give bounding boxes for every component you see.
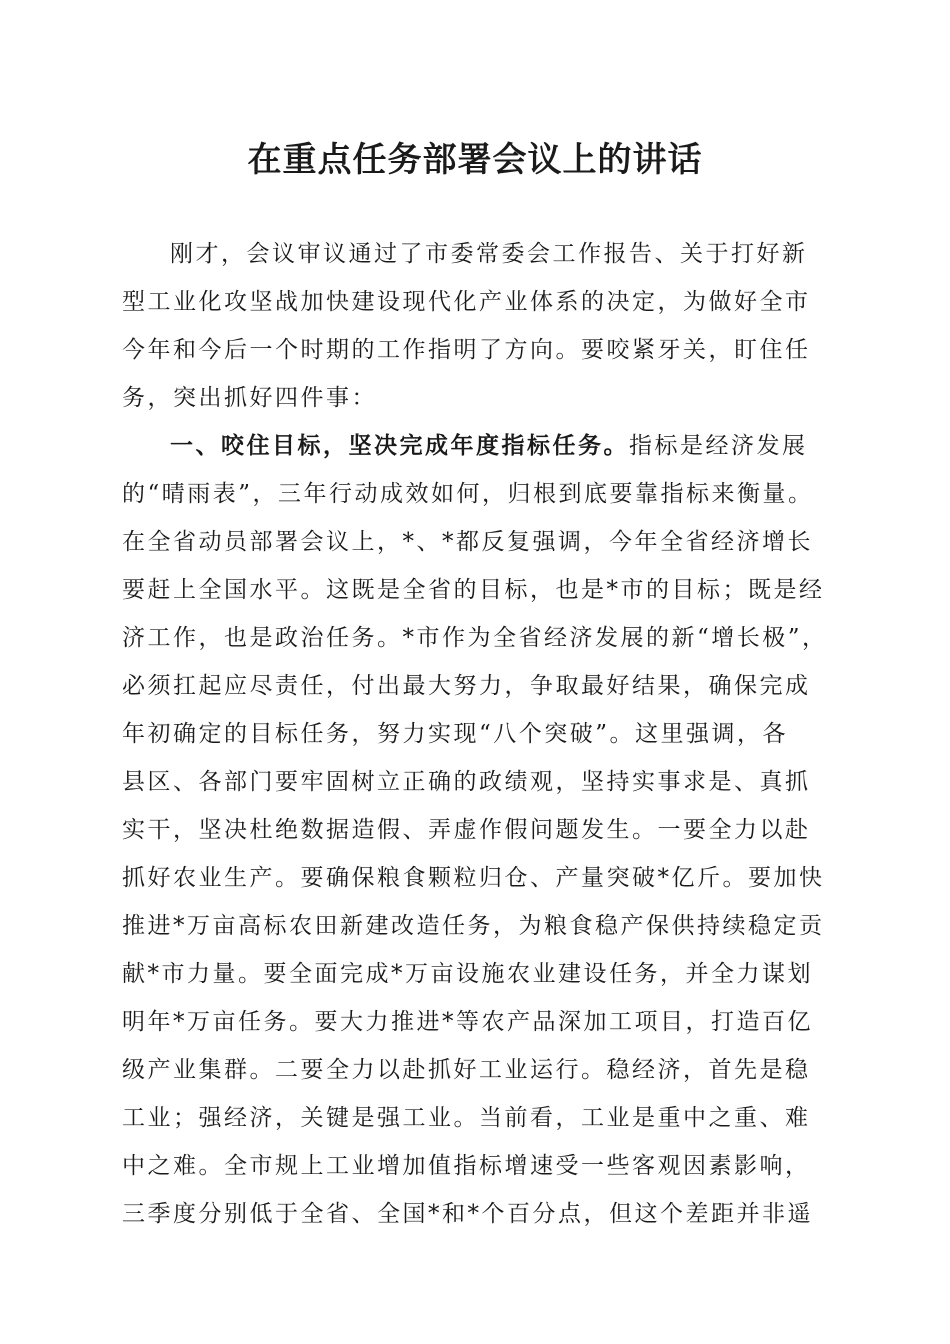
paragraph-line: 必须扛起应尽责任，付出最大努力，争取最好结果，确保完成 — [122, 673, 811, 699]
section-heading-rest: 指标是经济发展 — [629, 433, 808, 459]
paragraph-line: 今年和今后一个时期的工作指明了方向。要咬紧牙关，盯住任 — [122, 337, 811, 363]
paragraph-line: 型工业化攻坚战加快建设现代化产业体系的决定，为做好全市 — [122, 289, 811, 315]
document-body — [122, 230, 830, 1238]
paragraph-line: 务，突出抓好四件事： — [122, 385, 377, 411]
section-heading-line — [122, 422, 830, 470]
paragraph-line: 级产业集群。二要全力以赴抓好工业运行。稳经济，首先是稳 — [122, 1057, 811, 1083]
paragraph-line: 要赶上全国水平。这既是全省的目标，也是*市的目标；既是经 — [122, 577, 825, 603]
paragraph-line: 的“晴雨表”，三年行动成效如何，归根到底要靠指标来衡量。 — [122, 481, 814, 507]
paragraph-line: 推进*万亩高标农田新建改造任务，为粮食稳产保供持续稳定贡 — [122, 913, 825, 939]
paragraph-line: 实干，坚决杜绝数据造假、弄虚作假问题发生。一要全力以赴 — [122, 817, 811, 843]
paragraph-line: 县区、各部门要牢固树立正确的政绩观，坚持实事求是、真抓 — [122, 769, 811, 795]
section-heading: 一、咬住目标，坚决完成年度指标任务。 — [170, 432, 629, 459]
paragraph-line: 献*市力量。要全面完成*万亩设施农业建设任务，并全力谋划 — [122, 961, 813, 987]
paragraph-line: 刚才，会议审议通过了市委常委会工作报告、关于打好新 — [170, 241, 808, 267]
paragraph-line: 在全省动员部署会议上，*、*都反复强调，今年全省经济增长 — [122, 529, 813, 555]
paragraph-line: 抓好农业生产。要确保粮食颗粒归仓、产量突破*亿斤。要加快 — [122, 865, 825, 891]
paragraph-line: 明年*万亩任务。要大力推进*等农产品深加工项目，打造百亿 — [122, 1009, 813, 1035]
paragraph-line: 年初确定的目标任务，努力实现“八个突破”。这里强调，各 — [122, 721, 789, 747]
paragraph-line: 中之难。全市规上工业增加值指标增速受一些客观因素影响， — [122, 1153, 811, 1179]
paragraph-line: 三季度分别低于全省、全国*和*个百分点，但这个差距并非遥 — [122, 1201, 813, 1227]
paragraph-line: 济工作，也是政治任务。*市作为全省经济发展的新“增长极”， — [122, 625, 828, 651]
document-title: 在重点任务部署会议上的讲话 — [247, 140, 703, 180]
paragraph-line: 工业；强经济，关键是强工业。当前看，工业是重中之重、难 — [122, 1105, 811, 1131]
